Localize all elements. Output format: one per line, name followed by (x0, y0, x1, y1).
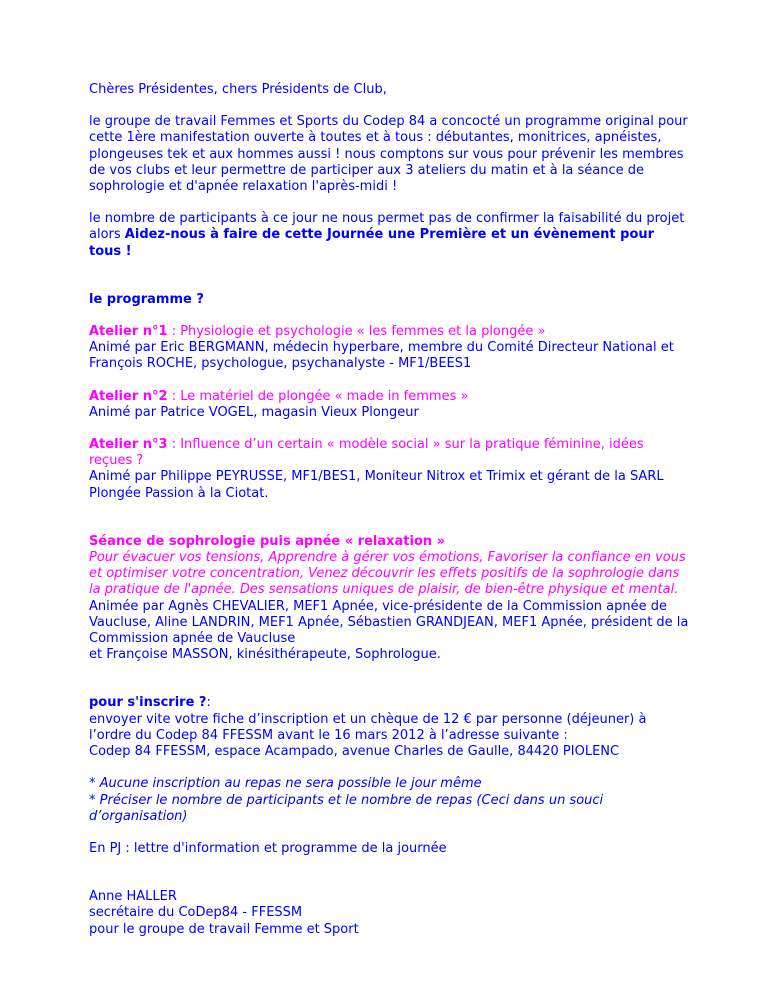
note-2 (89, 793, 689, 825)
atelier-1-topic: : Physiologie et psychologie « les femmes et la plongée » (167, 324, 546, 340)
greeting: Chères Présidentes, chers Présidents de Club, (89, 82, 387, 97)
atelier-2-topic: : Le matériel de plongée « made in femmes » (167, 388, 469, 404)
seance-description-text: Pour évacuer vos tensions, Apprendre à gérer vos émotions, Favoriser la confiance en vous et optimiser votre concentration, Venez découvrir les effets positifs de la sophrologie dans la pratique de l'apnée. Des sensations uniques de plaisir, de bien-être physique et mental. (89, 550, 686, 598)
note-1 (89, 776, 689, 792)
seance-description (89, 550, 689, 599)
seance-animators: Animée par Agnès CHEVALIER, MEF1 Apnée, vice-présidente de la Commission apnée de Vaucluse, Aline LANDRIN, MEF1 Apnée, Sébastien GRANDJEAN, MEF1 Apnée, président de la Commission apnée de Vaucluse (89, 598, 689, 647)
atelier-2-label: Atelier n°2 (89, 388, 168, 404)
participants-paragraph (89, 211, 689, 260)
programme-title-text: le programme ? (89, 291, 204, 307)
inscription-colon: : (206, 695, 211, 711)
participants-call: Aidez-nous à faire de cette Journée une Première et un évènement pour tous ! (89, 227, 655, 259)
inscription-address: Codep 84 FFESSM, espace Acampado, avenue Charles de Gaulle, 84420 PIOLENC (89, 744, 620, 760)
signature-role: secrétaire du CoDep84 - FFESSM (89, 905, 303, 921)
atelier-1-animators: Animé par Eric BERGMANN, médecin hyperbare, membre du Comité Directeur National et François ROCHE, psychologue, psychanalyste - MF1/BEES1 (89, 340, 674, 372)
inscription-title-text: pour s'inscrire ? (89, 695, 207, 711)
atelier-3-label: Atelier n°3 (89, 437, 168, 453)
signature-name: Anne HALLER (89, 889, 177, 905)
intro-paragraph: le groupe de travail Femmes et Sports du Codep 84 a concocté un programme original pour cette 1ère manifestation ouverte à toutes et à tous : débutantes, monitrices, apnéistes, plongeuses tek et aux hommes aussi ! nous comptons sur vous pour prévenir les membres de vos clubs et leur permettre de participer aux 3 ateliers du matin et à la séance de sophrologie et d'apnée relaxation l'après-midi ! (89, 114, 688, 195)
inscription-line-1: envoyer vite votre fiche d’inscription et un chèque de 12 € par personne (déjeuner) à l’ordre du Codep 84 FFESSM avant le 16 mars 2012 à l’adresse suivante : (89, 711, 647, 743)
signature-group: pour le groupe de travail Femme et Sport (89, 921, 359, 937)
seance-title (89, 534, 689, 550)
atelier-2-animators: Animé par Patrice VOGEL, magasin Vieux Plongeur (89, 404, 419, 420)
atelier-3-header (89, 437, 689, 469)
inscription-title (89, 695, 689, 711)
atelier-1-header (89, 324, 689, 340)
atelier-1-label: Atelier n°1 (89, 324, 168, 340)
participants-text: le nombre de participants à ce jour ne nous permet pas de confirmer la faisabilité du projet alors (89, 211, 685, 243)
attachment-note: En PJ : lettre d'information et programme de la journée (89, 840, 447, 856)
seance-title-text: Séance de sophrologie puis apnée « relaxation » (89, 533, 446, 549)
atelier-3-topic: : Influence d’un certain « modèle social » sur la pratique féminine, idées reçues ? (89, 437, 644, 469)
programme-title (89, 292, 689, 308)
note-1-text: * Aucune inscription au repas ne sera possible le jour même (89, 776, 482, 792)
email-body (89, 82, 689, 938)
seance-animators-2: et Françoise MASSON, kinésithérapeute, Sophrologue. (89, 647, 441, 663)
atelier-3-animators: Animé par Philippe PEYRUSSE, MF1/BES1, Moniteur Nitrox et Trimix et gérant de la SARL Plongée Passion à la Ciotat. (89, 469, 664, 501)
atelier-2-header (89, 389, 689, 405)
note-2-text: * Préciser le nombre de participants et le nombre de repas (Ceci dans un souci d’organisation) (89, 792, 604, 824)
